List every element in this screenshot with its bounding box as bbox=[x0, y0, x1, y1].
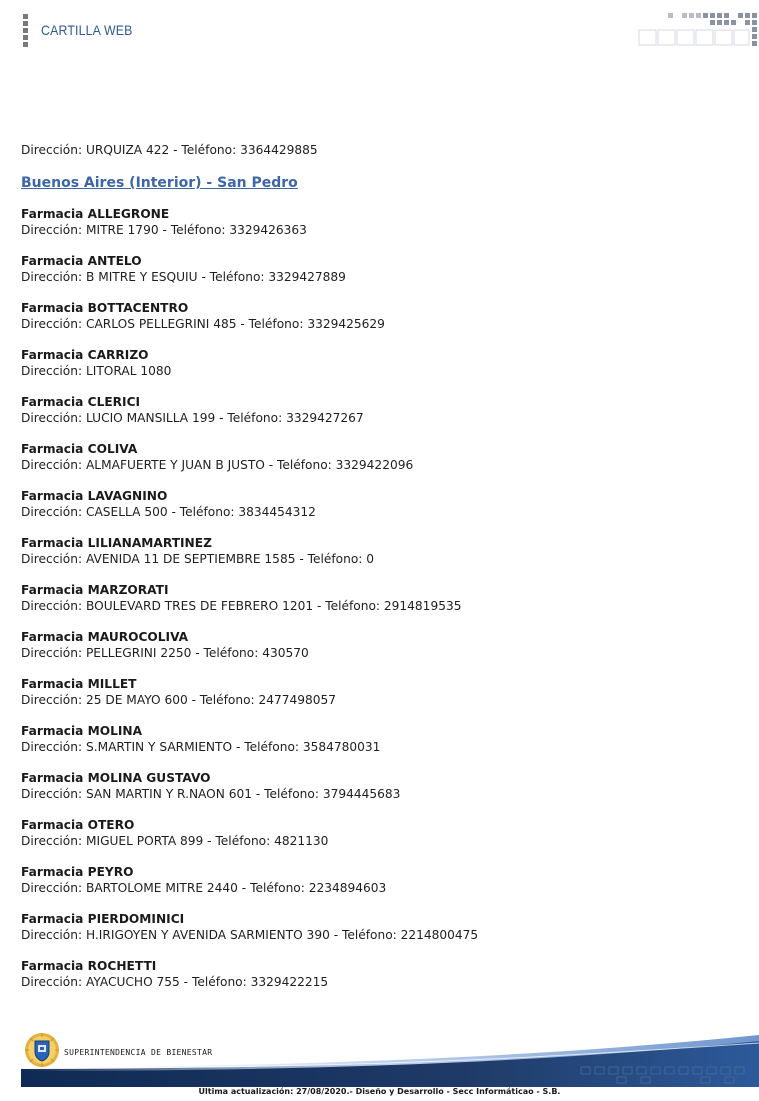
pharmacy-entry bbox=[21, 253, 741, 285]
shield-emblem-icon bbox=[24, 1032, 60, 1068]
pharmacy-address: Dirección: S.MARTIN Y SARMIENTO - Teléfono: 3584780031 bbox=[21, 740, 381, 754]
pharmacy-name: Farmacia PEYRO bbox=[21, 865, 134, 879]
page-title: CARTILLA WEB bbox=[41, 22, 133, 38]
pharmacy-address: Dirección: CARLOS PELLEGRINI 485 - Teléfono: 3329425629 bbox=[21, 317, 385, 331]
pharmacy-entry bbox=[21, 394, 741, 426]
pharmacy-entry bbox=[21, 488, 741, 520]
pharmacy-address: Dirección: AYACUCHO 755 - Teléfono: 3329422215 bbox=[21, 975, 329, 989]
pharmacy-name: Farmacia LAVAGNINO bbox=[21, 489, 168, 503]
pharmacy-name: Farmacia MAUROCOLIVA bbox=[21, 630, 189, 644]
pharmacy-directory bbox=[21, 142, 741, 1005]
pharmacy-name: Farmacia OTERO bbox=[21, 818, 135, 832]
pharmacy-address: Dirección: BARTOLOME MITRE 2440 - Teléfono: 2234894603 bbox=[21, 881, 387, 895]
pharmacy-address: Dirección: BOULEVARD TRES DE FEBRERO 1201 - Teléfono: 2914819535 bbox=[21, 599, 462, 613]
pharmacy-name: Farmacia ROCHETTI bbox=[21, 959, 157, 973]
pharmacy-entry bbox=[21, 723, 741, 755]
header-accent-bar bbox=[23, 14, 28, 47]
pharmacy-name: Farmacia ANTELO bbox=[21, 254, 142, 268]
pharmacy-entry bbox=[21, 864, 741, 896]
pharmacy-entry bbox=[21, 911, 741, 943]
pharmacy-entry bbox=[21, 817, 741, 849]
pharmacy-address: Dirección: H.IRIGOYEN Y AVENIDA SARMIENTO 390 - Teléfono: 2214800475 bbox=[21, 928, 479, 942]
pharmacy-address: Dirección: MIGUEL PORTA 899 - Teléfono: 4821130 bbox=[21, 834, 329, 848]
pharmacy-entry bbox=[21, 770, 741, 802]
pharmacy-address: Dirección: AVENIDA 11 DE SEPTIEMBRE 1585 - Teléfono: 0 bbox=[21, 552, 375, 566]
pharmacy-entry bbox=[21, 441, 741, 473]
pharmacy-address: Dirección: ALMAFUERTE Y JUAN B JUSTO - Teléfono: 3329422096 bbox=[21, 458, 414, 472]
pharmacy-name: Farmacia MARZORATI bbox=[21, 583, 169, 597]
pharmacy-entry bbox=[21, 535, 741, 567]
section-title-link[interactable]: Buenos Aires (Interior) - San Pedro bbox=[21, 175, 298, 191]
pharmacy-address: Dirección: PELLEGRINI 2250 - Teléfono: 430570 bbox=[21, 646, 309, 660]
pharmacy-name: Farmacia CARRIZO bbox=[21, 348, 149, 362]
pharmacy-address: Dirección: MITRE 1790 - Teléfono: 3329426363 bbox=[21, 223, 307, 237]
pharmacy-entry bbox=[21, 300, 741, 332]
page-footer bbox=[0, 1025, 759, 1101]
pharmacy-name: Farmacia MOLINA bbox=[21, 724, 143, 738]
pharmacy-address: Dirección: B MITRE Y ESQUIU - Teléfono: 3329427889 bbox=[21, 270, 346, 284]
pharmacy-entry bbox=[21, 206, 741, 238]
pharmacy-entry bbox=[21, 629, 741, 661]
pharmacy-entry bbox=[21, 958, 741, 990]
pharmacy-name: Farmacia BOTTACENTRO bbox=[21, 301, 189, 315]
pharmacy-name: Farmacia LILIANAMARTINEZ bbox=[21, 536, 212, 550]
pharmacy-name: Farmacia MOLINA GUSTAVO bbox=[21, 771, 211, 785]
pharmacy-address: Dirección: CASELLA 500 - Teléfono: 3834454312 bbox=[21, 505, 316, 519]
pharmacy-name: Farmacia COLIVA bbox=[21, 442, 138, 456]
pharmacy-address: Dirección: URQUIZA 422 - Teléfono: 3364429885 bbox=[21, 143, 318, 157]
pharmacy-address: Dirección: 25 DE MAYO 600 - Teléfono: 2477498057 bbox=[21, 693, 337, 707]
pharmacy-name: Farmacia MILLET bbox=[21, 677, 137, 691]
pharmacy-list bbox=[21, 206, 741, 990]
organization-name: SUPERINTENDENCIA DE BIENESTAR bbox=[64, 1048, 213, 1057]
pharmacy-address: Dirección: SAN MARTIN Y R.NAON 601 - Teléfono: 3794445683 bbox=[21, 787, 401, 801]
pharmacy-entry bbox=[21, 676, 741, 708]
header-grid-decoration-icon bbox=[638, 10, 759, 50]
pharmacy-address: Dirección: LUCIO MANSILLA 199 - Teléfono: 3329427267 bbox=[21, 411, 364, 425]
footer-update-note: Ultima actualización: 27/08/2020.- Diseño y Desarrollo - Secc Informáticao - S.B. bbox=[198, 1087, 561, 1096]
pharmacy-name: Farmacia ALLEGRONE bbox=[21, 207, 170, 221]
pharmacy-name: Farmacia CLERICI bbox=[21, 395, 141, 409]
pharmacy-name: Farmacia PIERDOMINICI bbox=[21, 912, 185, 926]
pharmacy-entry bbox=[21, 347, 741, 379]
pharmacy-entry bbox=[21, 582, 741, 614]
page-header bbox=[0, 0, 759, 60]
pharmacy-address: Dirección: LITORAL 1080 bbox=[21, 364, 172, 378]
